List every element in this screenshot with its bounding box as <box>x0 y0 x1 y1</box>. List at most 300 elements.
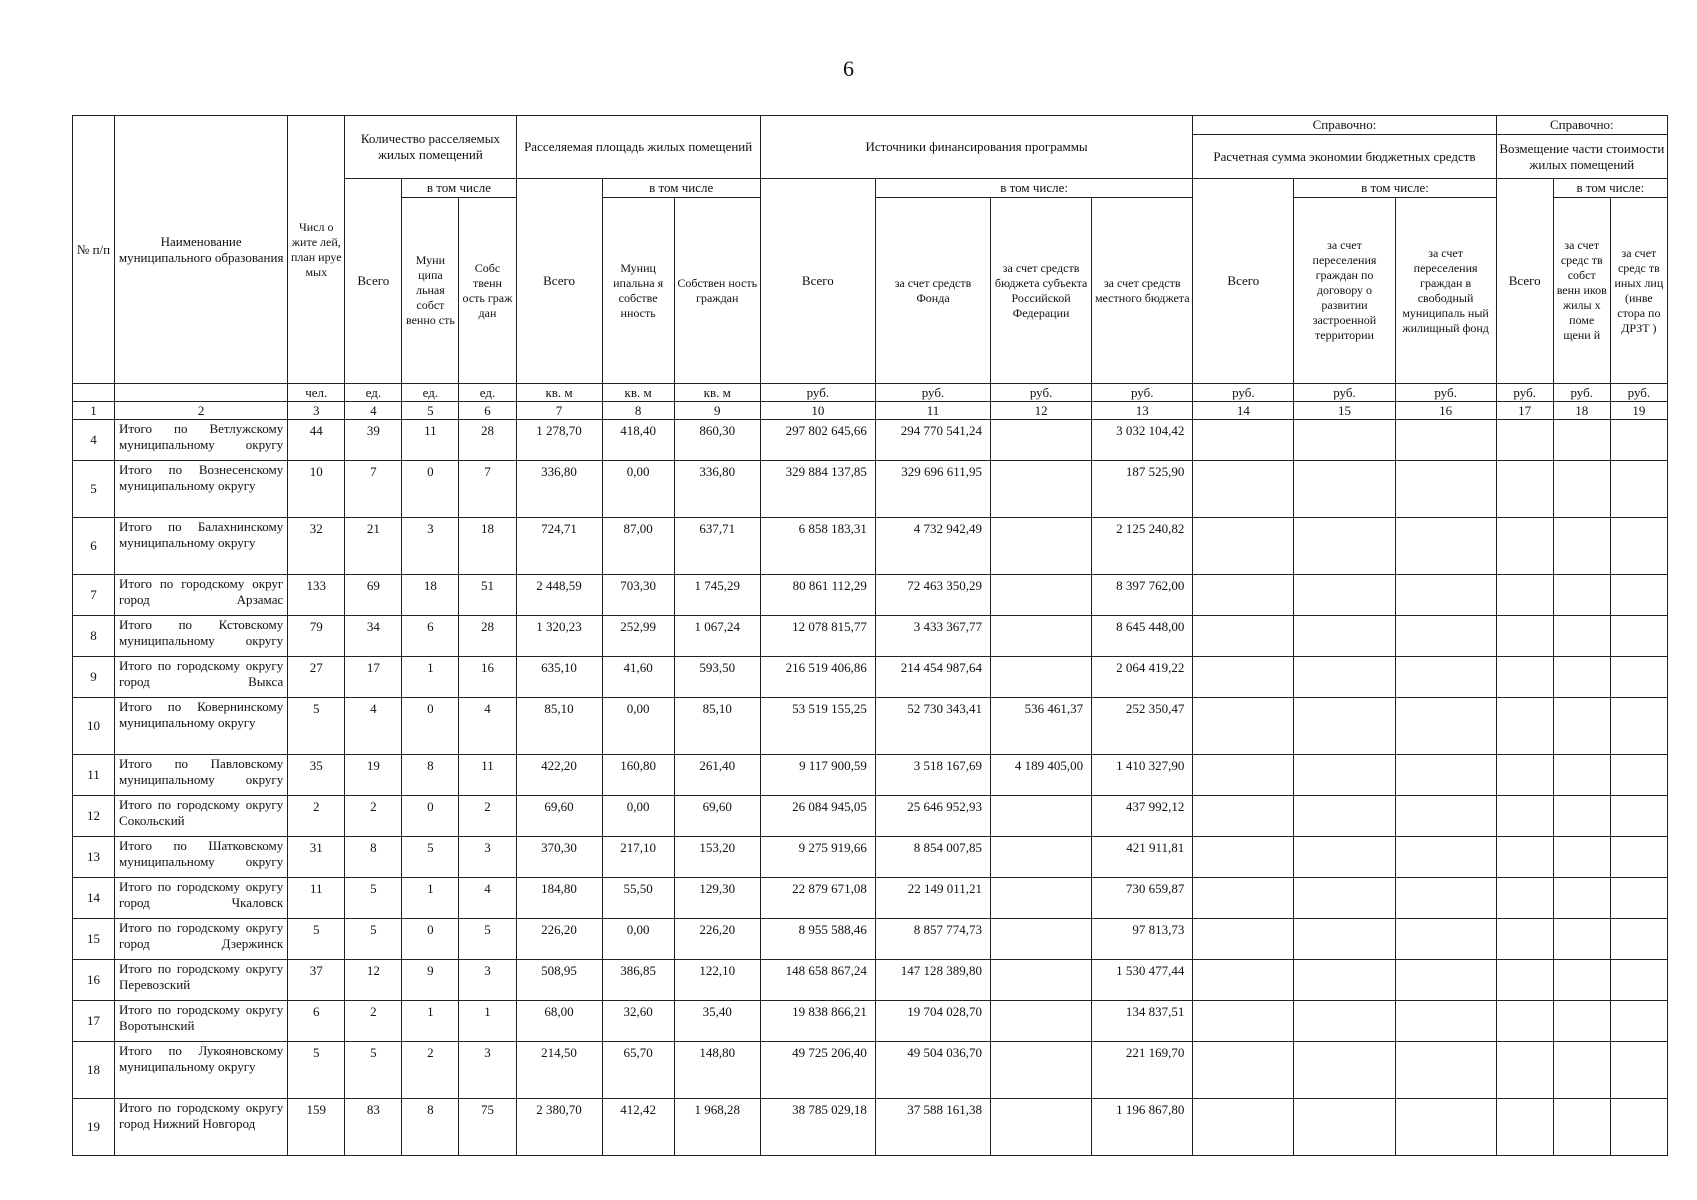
col-9-cell: 153,20 <box>674 837 760 878</box>
col-14-cell <box>1193 960 1294 1001</box>
header-finance-group: Источники финансирования программы <box>760 116 1193 179</box>
municipality-name-cell: Итого по городскому округу Сокольский <box>115 796 288 837</box>
col-5-cell: 2 <box>402 1042 459 1099</box>
col-9-cell: 69,60 <box>674 796 760 837</box>
col-15-cell <box>1294 755 1395 796</box>
col-17-cell <box>1496 698 1553 755</box>
col-9-cell: 35,40 <box>674 1001 760 1042</box>
table-row <box>73 461 1668 518</box>
col-13-cell: 730 659,87 <box>1092 878 1193 919</box>
col-14-cell <box>1193 755 1294 796</box>
col-15-cell <box>1294 461 1395 518</box>
col-4-cell: 17 <box>345 657 402 698</box>
col-18-cell <box>1553 518 1610 575</box>
table-row <box>73 1099 1668 1156</box>
col-11-cell: 214 454 987,64 <box>875 657 990 698</box>
col-14-cell <box>1193 657 1294 698</box>
col-12-cell <box>991 518 1092 575</box>
col-6-cell: 1 <box>459 1001 516 1042</box>
col-19-cell <box>1610 657 1667 698</box>
col-7-cell: 69,60 <box>516 796 602 837</box>
col-18-cell <box>1553 755 1610 796</box>
col-16-cell <box>1395 796 1496 837</box>
col-7-cell: 214,50 <box>516 1042 602 1099</box>
units-row <box>73 384 1668 402</box>
unit-cell-2 <box>115 384 288 402</box>
row-number-cell: 15 <box>73 919 115 960</box>
col-15-cell <box>1294 796 1395 837</box>
col-10-cell: 216 519 406,86 <box>760 657 875 698</box>
col-15-cell <box>1294 518 1395 575</box>
col-19-cell <box>1610 796 1667 837</box>
col-13-cell: 421 911,81 <box>1092 837 1193 878</box>
header-area-incl: в том числе <box>602 179 760 198</box>
col-9-cell: 1 745,29 <box>674 575 760 616</box>
col-12-cell <box>991 575 1092 616</box>
header-fin-local: за счет средств местного бюджета <box>1092 198 1193 384</box>
col-19-cell <box>1610 575 1667 616</box>
header-qty-group: Количество расселяемых жилых помещений <box>345 116 516 179</box>
col-15-cell <box>1294 878 1395 919</box>
col-5-cell: 0 <box>402 796 459 837</box>
col-5-cell: 11 <box>402 420 459 461</box>
table-row <box>73 518 1668 575</box>
col-10-cell: 9 275 919,66 <box>760 837 875 878</box>
table-row <box>73 420 1668 461</box>
col-5-cell: 0 <box>402 698 459 755</box>
col-11-cell: 25 646 952,93 <box>875 796 990 837</box>
unit-cell-4: ед. <box>345 384 402 402</box>
col-16-cell <box>1395 837 1496 878</box>
col-8-cell: 65,70 <box>602 1042 674 1099</box>
municipality-name-cell: Итого по Ветлужскому муниципальному округу <box>115 420 288 461</box>
col-3-cell: 37 <box>288 960 345 1001</box>
col-13-cell: 2 125 240,82 <box>1092 518 1193 575</box>
col-15-cell <box>1294 919 1395 960</box>
col-16-cell <box>1395 1001 1496 1042</box>
col-17-cell <box>1496 657 1553 698</box>
header-num: № п/п <box>73 116 115 384</box>
col-9-cell: 261,40 <box>674 755 760 796</box>
header-qty-total: Всего <box>345 179 402 384</box>
col-11-cell: 3 433 367,77 <box>875 616 990 657</box>
col-number-cell-2: 2 <box>115 402 288 420</box>
col-13-cell: 187 525,90 <box>1092 461 1193 518</box>
col-number-cell-18: 18 <box>1553 402 1610 420</box>
col-6-cell: 16 <box>459 657 516 698</box>
col-18-cell <box>1553 461 1610 518</box>
col-16-cell <box>1395 518 1496 575</box>
col-4-cell: 12 <box>345 960 402 1001</box>
col-19-cell <box>1610 616 1667 657</box>
header-area-total: Всего <box>516 179 602 384</box>
col-11-cell: 8 854 007,85 <box>875 837 990 878</box>
col-number-cell-16: 16 <box>1395 402 1496 420</box>
municipality-name-cell: Итого по городскому округу Перевозский <box>115 960 288 1001</box>
col-5-cell: 5 <box>402 837 459 878</box>
header-sav-free: за счет переселения граждан в свободный муниципаль ный жилищный фонд <box>1395 198 1496 384</box>
col-10-cell: 148 658 867,24 <box>760 960 875 1001</box>
unit-cell-12: руб. <box>991 384 1092 402</box>
col-10-cell: 6 858 183,31 <box>760 518 875 575</box>
col-12-cell <box>991 837 1092 878</box>
col-19-cell <box>1610 919 1667 960</box>
unit-cell-13: руб. <box>1092 384 1193 402</box>
row-number-cell: 8 <box>73 616 115 657</box>
col-12-cell <box>991 420 1092 461</box>
resettlement-table <box>72 115 1668 1156</box>
col-6-cell: 28 <box>459 420 516 461</box>
col-5-cell: 6 <box>402 616 459 657</box>
col-9-cell: 637,71 <box>674 518 760 575</box>
col-13-cell: 3 032 104,42 <box>1092 420 1193 461</box>
header-municipal-prop: Муни ципа льная собст венно сть <box>402 198 459 384</box>
col-7-cell: 336,80 <box>516 461 602 518</box>
col-4-cell: 19 <box>345 755 402 796</box>
col-16-cell <box>1395 960 1496 1001</box>
col-7-cell: 2 448,59 <box>516 575 602 616</box>
municipality-name-cell: Итого по Лукояновскому муниципальному округу <box>115 1042 288 1099</box>
col-12-cell <box>991 919 1092 960</box>
header-sav-develop: за счет переселения граждан по договору о развитии застроенной территории <box>1294 198 1395 384</box>
col-3-cell: 133 <box>288 575 345 616</box>
col-13-cell: 1 530 477,44 <box>1092 960 1193 1001</box>
unit-cell-18: руб. <box>1553 384 1610 402</box>
col-17-cell <box>1496 461 1553 518</box>
col-8-cell: 160,80 <box>602 755 674 796</box>
col-11-cell: 147 128 389,80 <box>875 960 990 1001</box>
col-6-cell: 3 <box>459 837 516 878</box>
col-16-cell <box>1395 919 1496 960</box>
col-16-cell <box>1395 420 1496 461</box>
col-8-cell: 0,00 <box>602 461 674 518</box>
col-19-cell <box>1610 1001 1667 1042</box>
col-8-cell: 703,30 <box>602 575 674 616</box>
col-13-cell: 8 645 448,00 <box>1092 616 1193 657</box>
col-6-cell: 4 <box>459 698 516 755</box>
col-3-cell: 5 <box>288 919 345 960</box>
col-12-cell <box>991 461 1092 518</box>
col-18-cell <box>1553 616 1610 657</box>
col-16-cell <box>1395 616 1496 657</box>
col-4-cell: 5 <box>345 1042 402 1099</box>
col-7-cell: 68,00 <box>516 1001 602 1042</box>
col-number-cell-13: 13 <box>1092 402 1193 420</box>
col-7-cell: 1 320,23 <box>516 616 602 657</box>
header-savings-group: Расчетная сумма экономии бюджетных средств <box>1193 135 1496 179</box>
col-9-cell: 85,10 <box>674 698 760 755</box>
col-15-cell <box>1294 1042 1395 1099</box>
col-3-cell: 11 <box>288 878 345 919</box>
col-12-cell <box>991 960 1092 1001</box>
col-16-cell <box>1395 1042 1496 1099</box>
unit-cell-3: чел. <box>288 384 345 402</box>
col-4-cell: 39 <box>345 420 402 461</box>
col-14-cell <box>1193 837 1294 878</box>
col-11-cell: 49 504 036,70 <box>875 1042 990 1099</box>
col-number-cell-19: 19 <box>1610 402 1667 420</box>
col-5-cell: 9 <box>402 960 459 1001</box>
col-11-cell: 37 588 161,38 <box>875 1099 990 1156</box>
col-14-cell <box>1193 1099 1294 1156</box>
row-number-cell: 11 <box>73 755 115 796</box>
col-7-cell: 2 380,70 <box>516 1099 602 1156</box>
col-16-cell <box>1395 755 1496 796</box>
col-8-cell: 0,00 <box>602 919 674 960</box>
col-14-cell <box>1193 919 1294 960</box>
col-7-cell: 1 278,70 <box>516 420 602 461</box>
municipality-name-cell: Итого по городскому округу город Выкса <box>115 657 288 698</box>
col-8-cell: 41,60 <box>602 657 674 698</box>
col-5-cell: 1 <box>402 1001 459 1042</box>
col-10-cell: 12 078 815,77 <box>760 616 875 657</box>
col-4-cell: 2 <box>345 1001 402 1042</box>
col-13-cell: 2 064 419,22 <box>1092 657 1193 698</box>
col-6-cell: 28 <box>459 616 516 657</box>
col-16-cell <box>1395 698 1496 755</box>
col-14-cell <box>1193 1001 1294 1042</box>
municipality-name-cell: Итого по Ковернинскому муниципальному округу <box>115 698 288 755</box>
col-11-cell: 52 730 343,41 <box>875 698 990 755</box>
unit-cell-17: руб. <box>1496 384 1553 402</box>
col-9-cell: 148,80 <box>674 1042 760 1099</box>
municipality-name-cell: Итого по городскому округу город Чкаловск <box>115 878 288 919</box>
col-17-cell <box>1496 1099 1553 1156</box>
col-17-cell <box>1496 878 1553 919</box>
col-7-cell: 85,10 <box>516 698 602 755</box>
col-number-cell-9: 9 <box>674 402 760 420</box>
municipality-name-cell: Итого по Шатковскому муниципальному округу <box>115 837 288 878</box>
row-number-cell: 6 <box>73 518 115 575</box>
col-3-cell: 31 <box>288 837 345 878</box>
col-9-cell: 129,30 <box>674 878 760 919</box>
col-6-cell: 7 <box>459 461 516 518</box>
row-number-cell: 14 <box>73 878 115 919</box>
col-10-cell: 9 117 900,59 <box>760 755 875 796</box>
col-17-cell <box>1496 616 1553 657</box>
table-row <box>73 1001 1668 1042</box>
col-18-cell <box>1553 1042 1610 1099</box>
col-18-cell <box>1553 796 1610 837</box>
col-9-cell: 122,10 <box>674 960 760 1001</box>
col-13-cell: 8 397 762,00 <box>1092 575 1193 616</box>
col-number-cell-7: 7 <box>516 402 602 420</box>
table-row <box>73 698 1668 755</box>
col-3-cell: 5 <box>288 698 345 755</box>
col-11-cell: 3 518 167,69 <box>875 755 990 796</box>
col-13-cell: 97 813,73 <box>1092 919 1193 960</box>
col-3-cell: 32 <box>288 518 345 575</box>
col-8-cell: 217,10 <box>602 837 674 878</box>
municipality-name-cell: Итого по городскому округу Воротынский <box>115 1001 288 1042</box>
unit-cell-16: руб. <box>1395 384 1496 402</box>
header-comp-owners: за счет средс тв собст венн иков жилы х поме щени й <box>1553 198 1610 384</box>
col-10-cell: 80 861 112,29 <box>760 575 875 616</box>
col-6-cell: 3 <box>459 960 516 1001</box>
col-4-cell: 2 <box>345 796 402 837</box>
col-number-cell-17: 17 <box>1496 402 1553 420</box>
unit-cell-11: руб. <box>875 384 990 402</box>
col-5-cell: 8 <box>402 755 459 796</box>
col-number-cell-4: 4 <box>345 402 402 420</box>
col-9-cell: 860,30 <box>674 420 760 461</box>
municipality-name-cell: Итого по Вознесенскому муниципальному округу <box>115 461 288 518</box>
col-5-cell: 1 <box>402 657 459 698</box>
col-14-cell <box>1193 461 1294 518</box>
col-17-cell <box>1496 755 1553 796</box>
unit-cell-6: ед. <box>459 384 516 402</box>
col-13-cell: 252 350,47 <box>1092 698 1193 755</box>
col-8-cell: 87,00 <box>602 518 674 575</box>
unit-cell-1 <box>73 384 115 402</box>
col-3-cell: 10 <box>288 461 345 518</box>
col-8-cell: 386,85 <box>602 960 674 1001</box>
unit-cell-8: кв. м <box>602 384 674 402</box>
col-number-cell-3: 3 <box>288 402 345 420</box>
col-6-cell: 4 <box>459 878 516 919</box>
unit-cell-14: руб. <box>1193 384 1294 402</box>
column-numbers-row <box>73 402 1668 420</box>
col-10-cell: 297 802 645,66 <box>760 420 875 461</box>
col-8-cell: 55,50 <box>602 878 674 919</box>
col-18-cell <box>1553 1001 1610 1042</box>
col-19-cell <box>1610 1099 1667 1156</box>
col-4-cell: 83 <box>345 1099 402 1156</box>
row-number-cell: 13 <box>73 837 115 878</box>
header-fin-fund: за счет средств Фонда <box>875 198 990 384</box>
col-14-cell <box>1193 616 1294 657</box>
col-5-cell: 18 <box>402 575 459 616</box>
unit-cell-15: руб. <box>1294 384 1395 402</box>
col-9-cell: 593,50 <box>674 657 760 698</box>
row-number-cell: 17 <box>73 1001 115 1042</box>
col-19-cell <box>1610 960 1667 1001</box>
col-number-cell-15: 15 <box>1294 402 1395 420</box>
col-number-cell-6: 6 <box>459 402 516 420</box>
col-18-cell <box>1553 420 1610 461</box>
unit-cell-9: кв. м <box>674 384 760 402</box>
col-12-cell: 4 189 405,00 <box>991 755 1092 796</box>
col-18-cell <box>1553 919 1610 960</box>
col-4-cell: 34 <box>345 616 402 657</box>
municipality-name-cell: Итого по Кстовскому муниципальному округу <box>115 616 288 657</box>
table-row <box>73 796 1668 837</box>
col-15-cell <box>1294 698 1395 755</box>
col-13-cell: 221 169,70 <box>1092 1042 1193 1099</box>
col-15-cell <box>1294 960 1395 1001</box>
col-10-cell: 22 879 671,08 <box>760 878 875 919</box>
col-7-cell: 422,20 <box>516 755 602 796</box>
row-number-cell: 16 <box>73 960 115 1001</box>
col-15-cell <box>1294 657 1395 698</box>
col-19-cell <box>1610 878 1667 919</box>
row-number-cell: 10 <box>73 698 115 755</box>
col-15-cell <box>1294 420 1395 461</box>
col-19-cell <box>1610 1042 1667 1099</box>
unit-cell-10: руб. <box>760 384 875 402</box>
col-15-cell <box>1294 1001 1395 1042</box>
header-comp-incl: в том числе: <box>1553 179 1667 198</box>
col-10-cell: 53 519 155,25 <box>760 698 875 755</box>
col-11-cell: 22 149 011,21 <box>875 878 990 919</box>
col-4-cell: 5 <box>345 919 402 960</box>
header-citizens-prop: Собс твенн ость граж дан <box>459 198 516 384</box>
col-18-cell <box>1553 837 1610 878</box>
col-16-cell <box>1395 1099 1496 1156</box>
row-number-cell: 7 <box>73 575 115 616</box>
table-row <box>73 919 1668 960</box>
col-12-cell <box>991 878 1092 919</box>
row-number-cell: 19 <box>73 1099 115 1156</box>
col-19-cell <box>1610 420 1667 461</box>
col-10-cell: 8 955 588,46 <box>760 919 875 960</box>
col-14-cell <box>1193 878 1294 919</box>
table-row <box>73 1042 1668 1099</box>
col-number-cell-1: 1 <box>73 402 115 420</box>
col-10-cell: 19 838 866,21 <box>760 1001 875 1042</box>
col-14-cell <box>1193 796 1294 837</box>
col-12-cell <box>991 616 1092 657</box>
header-reference-savings: Справочно: <box>1193 116 1496 135</box>
col-number-cell-12: 12 <box>991 402 1092 420</box>
col-15-cell <box>1294 616 1395 657</box>
col-11-cell: 19 704 028,70 <box>875 1001 990 1042</box>
col-12-cell <box>991 796 1092 837</box>
col-17-cell <box>1496 960 1553 1001</box>
col-6-cell: 18 <box>459 518 516 575</box>
col-7-cell: 184,80 <box>516 878 602 919</box>
table-row <box>73 960 1668 1001</box>
col-5-cell: 8 <box>402 1099 459 1156</box>
col-4-cell: 4 <box>345 698 402 755</box>
header-comp-group: Возмещение части стоимости жилых помещений <box>1496 135 1667 179</box>
col-17-cell <box>1496 518 1553 575</box>
col-6-cell: 75 <box>459 1099 516 1156</box>
col-12-cell <box>991 1001 1092 1042</box>
col-6-cell: 11 <box>459 755 516 796</box>
col-14-cell <box>1193 420 1294 461</box>
row-number-cell: 18 <box>73 1042 115 1099</box>
col-7-cell: 635,10 <box>516 657 602 698</box>
header-qty-incl: в том числе <box>402 179 516 198</box>
header-area-citizens: Собствен ность граждан <box>674 198 760 384</box>
col-17-cell <box>1496 796 1553 837</box>
col-number-cell-8: 8 <box>602 402 674 420</box>
col-8-cell: 0,00 <box>602 796 674 837</box>
col-11-cell: 8 857 774,73 <box>875 919 990 960</box>
col-17-cell <box>1496 420 1553 461</box>
table-row <box>73 755 1668 796</box>
col-12-cell <box>991 1099 1092 1156</box>
row-number-cell: 12 <box>73 796 115 837</box>
municipality-name-cell: Итого по Павловскому муниципальному округу <box>115 755 288 796</box>
col-11-cell: 294 770 541,24 <box>875 420 990 461</box>
col-13-cell: 134 837,51 <box>1092 1001 1193 1042</box>
col-8-cell: 412,42 <box>602 1099 674 1156</box>
col-8-cell: 252,99 <box>602 616 674 657</box>
header-sav-total: Всего <box>1193 179 1294 384</box>
col-15-cell <box>1294 575 1395 616</box>
col-9-cell: 1 968,28 <box>674 1099 760 1156</box>
col-19-cell <box>1610 837 1667 878</box>
col-4-cell: 69 <box>345 575 402 616</box>
row-number-cell: 4 <box>73 420 115 461</box>
col-12-cell <box>991 657 1092 698</box>
col-3-cell: 2 <box>288 796 345 837</box>
col-14-cell <box>1193 518 1294 575</box>
col-16-cell <box>1395 575 1496 616</box>
header-sav-incl: в том числе: <box>1294 179 1496 198</box>
